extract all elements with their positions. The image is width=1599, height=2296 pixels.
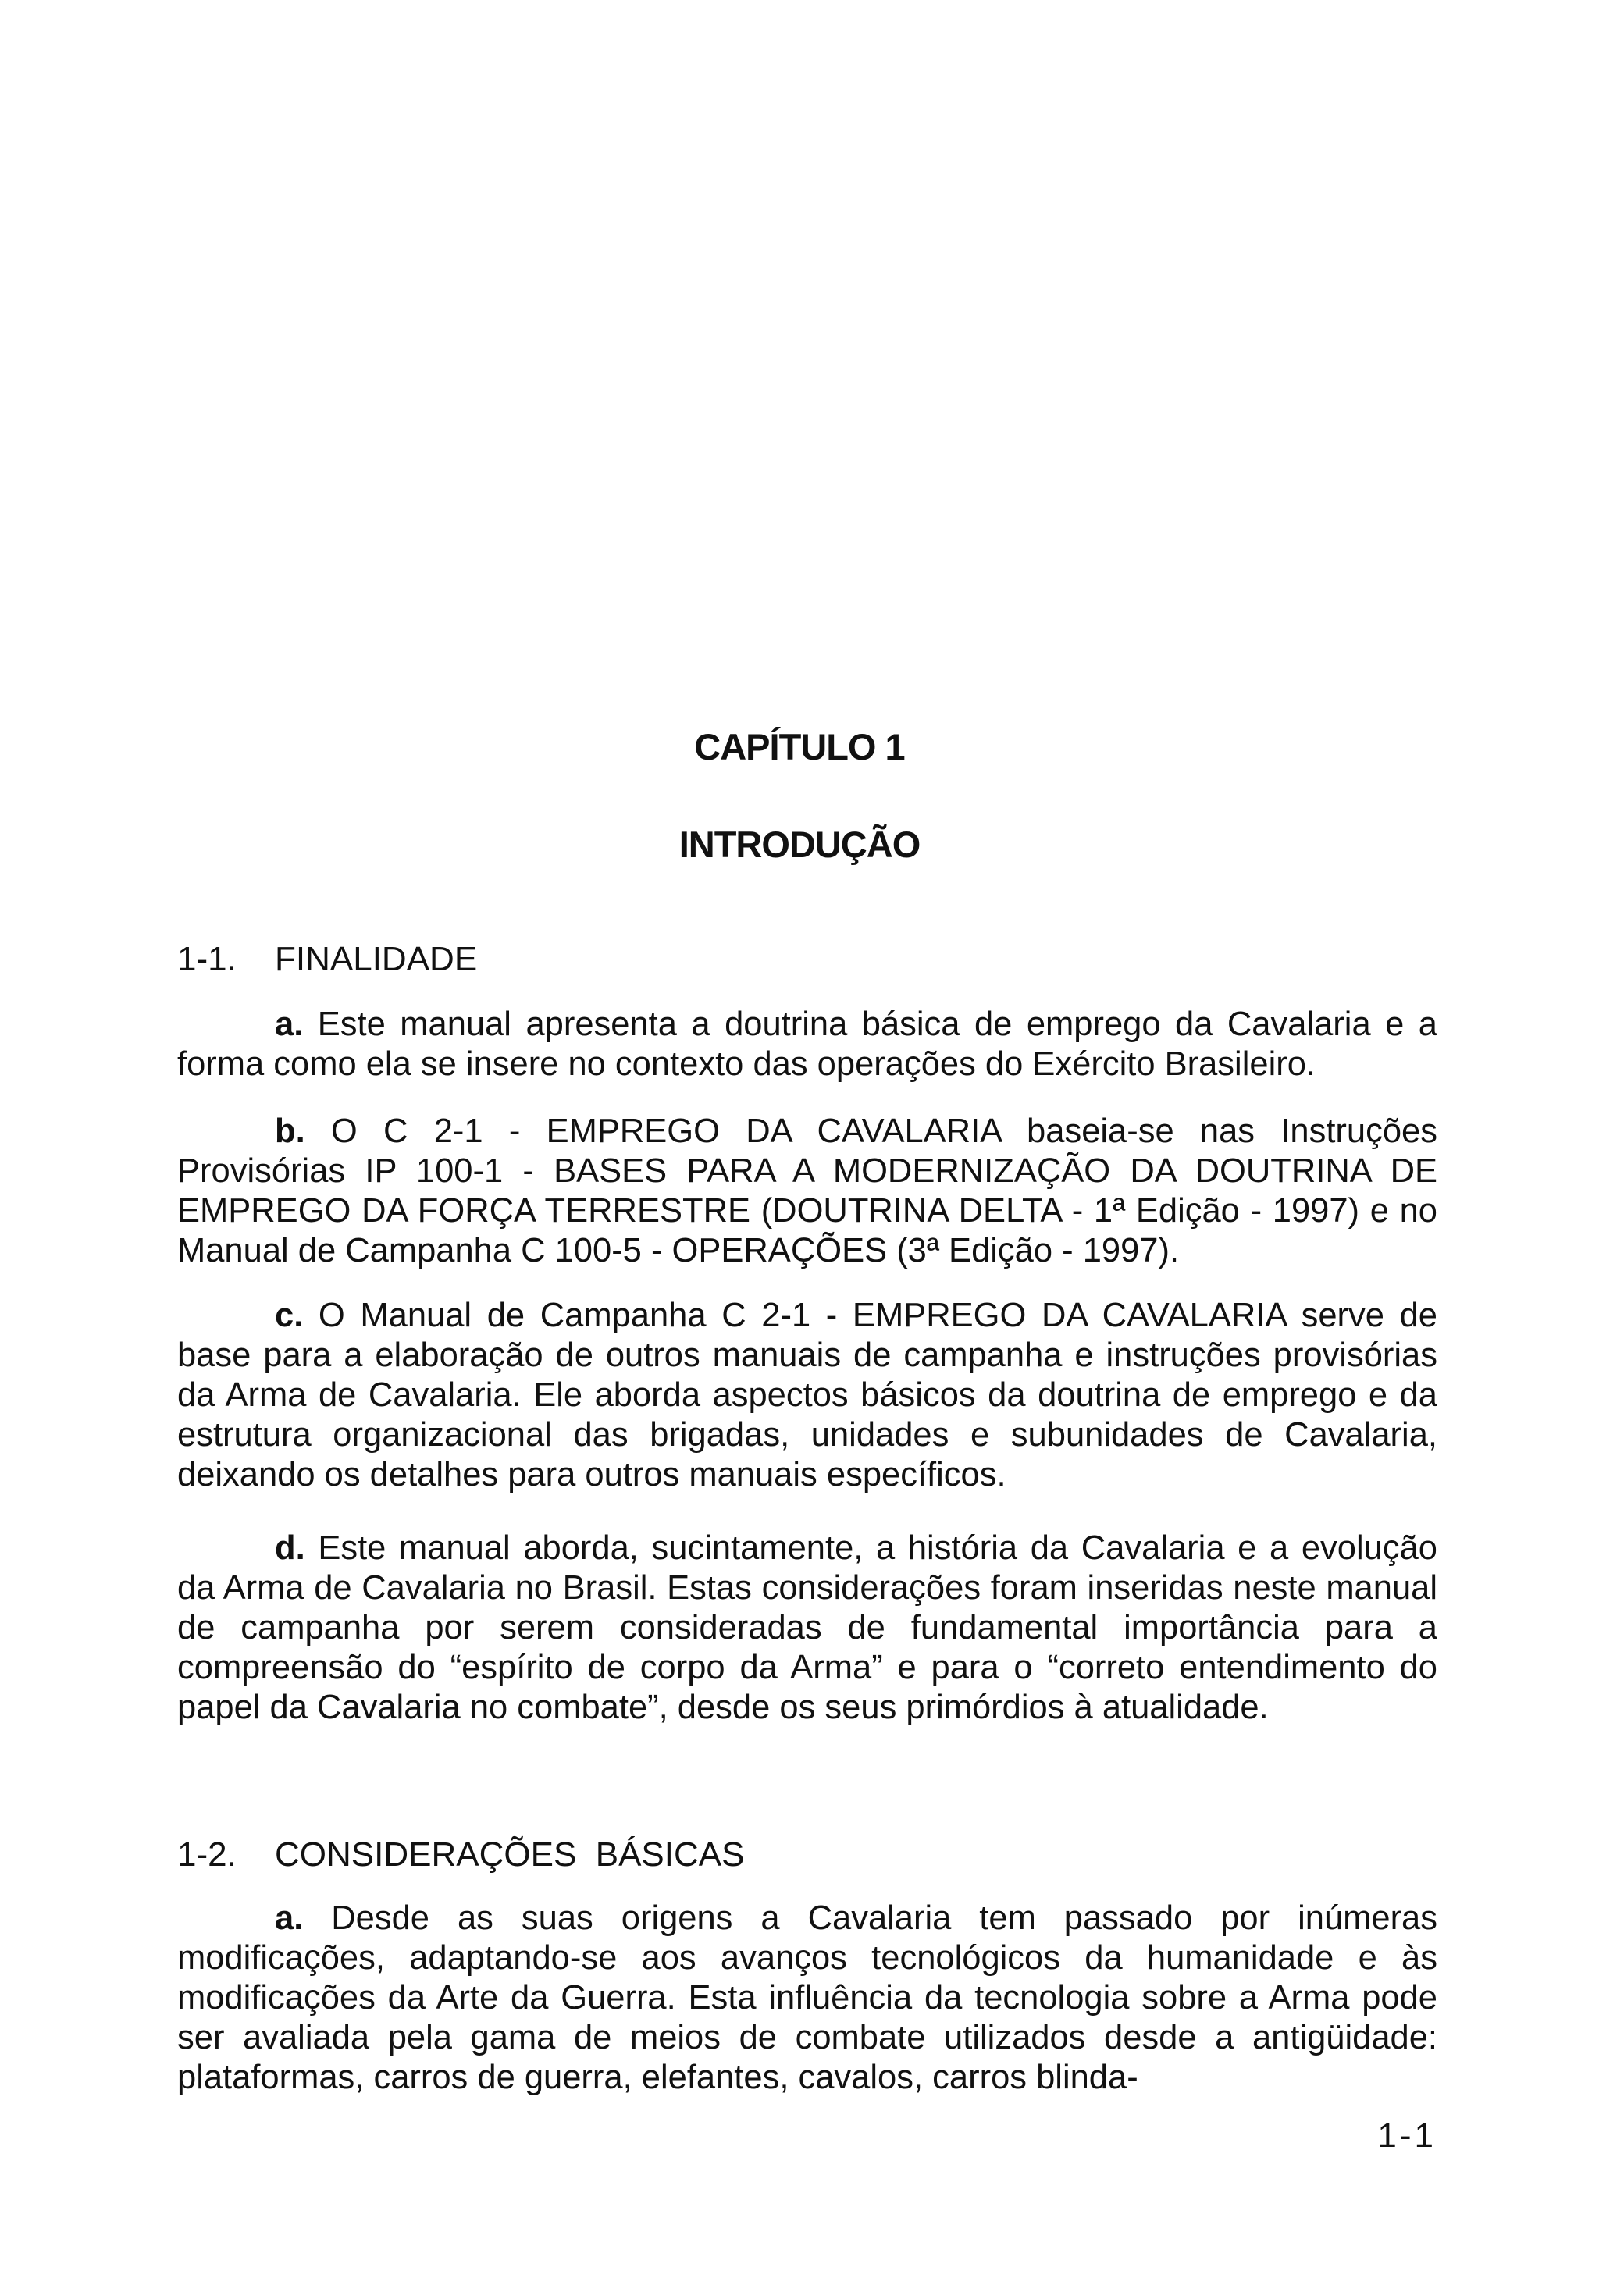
paragraph <box>177 1005 1437 1084</box>
paragraph <box>177 1296 1437 1495</box>
paragraph <box>177 1529 1437 1728</box>
section-title: FINALIDADE <box>275 940 478 978</box>
paragraph-label: d. <box>275 1529 305 1567</box>
paragraph-label: a. <box>275 1899 304 1937</box>
chapter-title: CAPÍTULO 1 <box>694 726 905 767</box>
section-number: 1-2. <box>177 1835 237 1874</box>
page-number: 1-1 <box>1377 2116 1437 2155</box>
paragraph-text: O Manual de Campanha C 2-1 - EMPREGO DA CAVALARIA serve de base para a elaboração de outros manuais de campanha e instruções provisórias da Arma de Cavalaria. Ele aborda aspectos básicos da doutrina de emprego e da estrutura organizacional das brigadas, unidades e subunidades de Cavalaria, deixando os detalhes para outros manuais específicos. <box>177 1297 1437 1493</box>
section-title: CONSIDERAÇÕES BÁSICAS <box>275 1835 745 1874</box>
paragraph <box>177 1899 1437 2098</box>
section-heading <box>177 1835 745 1874</box>
paragraph <box>177 1112 1437 1271</box>
paragraph-text: O C 2-1 - EMPREGO DA CAVALARIA baseia-se nas Instruções Provisórias IP 100-1 - BASES PARA A MODERNIZAÇÃO DA DOUTRINA DE EMPREGO DA FORÇA TERRESTRE (DOUTRINA DELTA - 1ª Edição - 1997) e no Manual de Campanha C 100-5 - OPERAÇÕES (3ª Edição - 1997). <box>177 1112 1437 1269</box>
paragraph-label: b. <box>275 1112 305 1150</box>
paragraph-text: Este manual apresenta a doutrina básica de emprego da Cavalaria e a forma como ela se insere no contexto das operações do Exército Brasileiro. <box>177 1006 1437 1083</box>
section-number: 1-1. <box>177 940 237 978</box>
chapter-subtitle: INTRODUÇÃO <box>678 824 921 865</box>
paragraph-label: a. <box>275 1006 304 1043</box>
paragraph-text: Este manual aborda, sucintamente, a história da Cavalaria e a evolução da Arma de Cavalaria no Brasil. Estas considerações foram inseridas neste manual de campanha por serem consideradas de fundamental importância para a compreensão do “espírito de corpo da Arma” e para o “correto entendimento do papel da Cavalaria no combate”, desde os seus primórdios à atualidade. <box>177 1529 1437 1726</box>
paragraph-label: c. <box>275 1297 304 1334</box>
paragraph-text: Desde as suas origens a Cavalaria tem passado por inúmeras modificações, adaptando-se aos avanços tecnológicos da humanidade e às modificações da Arte da Guerra. Esta influência da tecnologia sobre a Arma pode ser avaliada pela gama de meios de combate utilizados desde a antigüidade: plataformas, carros de guerra, elefantes, cavalos, carros blinda- <box>177 1899 1437 2096</box>
section-heading <box>177 942 477 977</box>
